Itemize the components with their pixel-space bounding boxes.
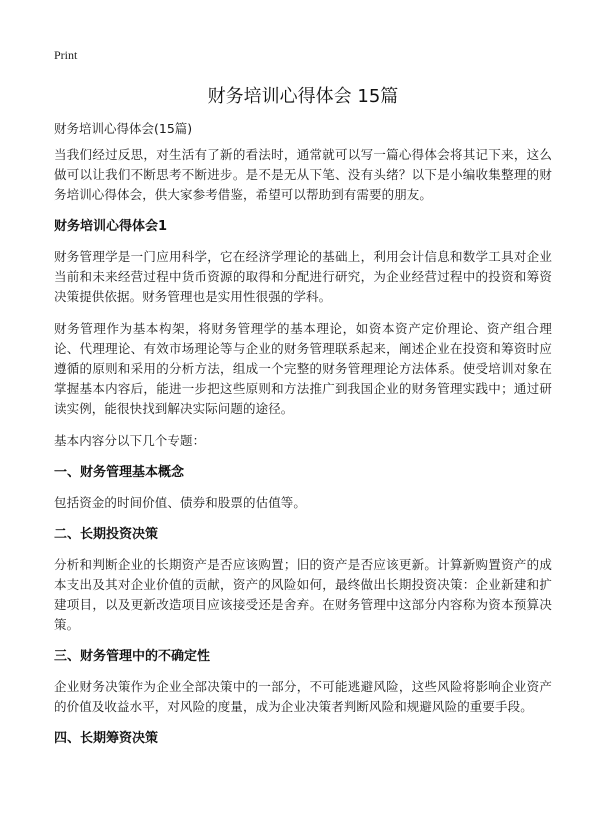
topic-heading-1: 一、财务管理基本概念 bbox=[54, 465, 185, 480]
section1-paragraph-1: 财务管理学是一门应用科学，它在经济学理论的基础上，利用会计信息和数学工具对企业当前和未来经营过程中货币资源的取得和分配进行研究，为企业经营过程中的投资和筹资决策提供依据。财务管理也是实用性很强的学科。 bbox=[54, 249, 552, 304]
topic-heading-4: 四、长期筹资决策 bbox=[54, 731, 159, 746]
intro-paragraph: 当我们经过反思，对生活有了新的看法时，通常就可以写一篇心得体会将其记下来，这么做可以让我们不断思考不断进步。是不是无从下笔、没有头绪？以下是小编收集整理的财务培训心得体会，供大家参考借鉴，希望可以帮助到有需要的朋友。 bbox=[54, 147, 552, 202]
topic-heading-3: 三、财务管理中的不确定性 bbox=[54, 649, 211, 664]
topic-text-2: 分析和判断企业的长期资产是否应该购置；旧的资产是否应该更新。计算新购置资产的成本支出及其对企业价值的贡献，资产的风险如何，最终做出长期投资决策：企业新建和扩建项目，以及更新改造项目应该接受还是舍弃。在财务管理中这部分内容称为资本预算决策。 bbox=[54, 557, 552, 632]
section1-paragraph-3: 基本内容分以下几个专题： bbox=[54, 433, 206, 448]
topic-heading-2: 二、长期投资决策 bbox=[54, 527, 159, 542]
document-subtitle: 财务培训心得体会(15篇) bbox=[54, 121, 193, 136]
topic-text-3: 企业财务决策作为企业全部决策中的一部分，不可能逃避风险，这些风险将影响企业资产的价值及收益水平，对风险的度量，成为企业决策者判断风险和规避风险的重要手段。 bbox=[54, 679, 552, 714]
topic-text-1: 包括资金的时间价值、债券和股票的估值等。 bbox=[54, 495, 307, 510]
section1-paragraph-2: 财务管理作为基本构架，将财务管理学的基本理论，如资本资产定价理论、资产组合理论、代理理论、有效市场理论等与企业的财务管理联系起来，阐述企业在投资和筹资时应遵循的原则和采用的分析方法，组成一个完整的财务管理理论方法体系。使受培训对象在掌握基本内容后，能进一步把这些原则和方法推广到我国企业的财务管理实践中；通过研读实例，能很快找到解决实际问题的途径。 bbox=[54, 321, 552, 416]
print-link[interactable]: Print bbox=[54, 48, 78, 62]
section-heading-1: 财务培训心得体会1 bbox=[54, 219, 168, 234]
page-title: 财务培训心得体会 15篇 bbox=[207, 86, 399, 107]
